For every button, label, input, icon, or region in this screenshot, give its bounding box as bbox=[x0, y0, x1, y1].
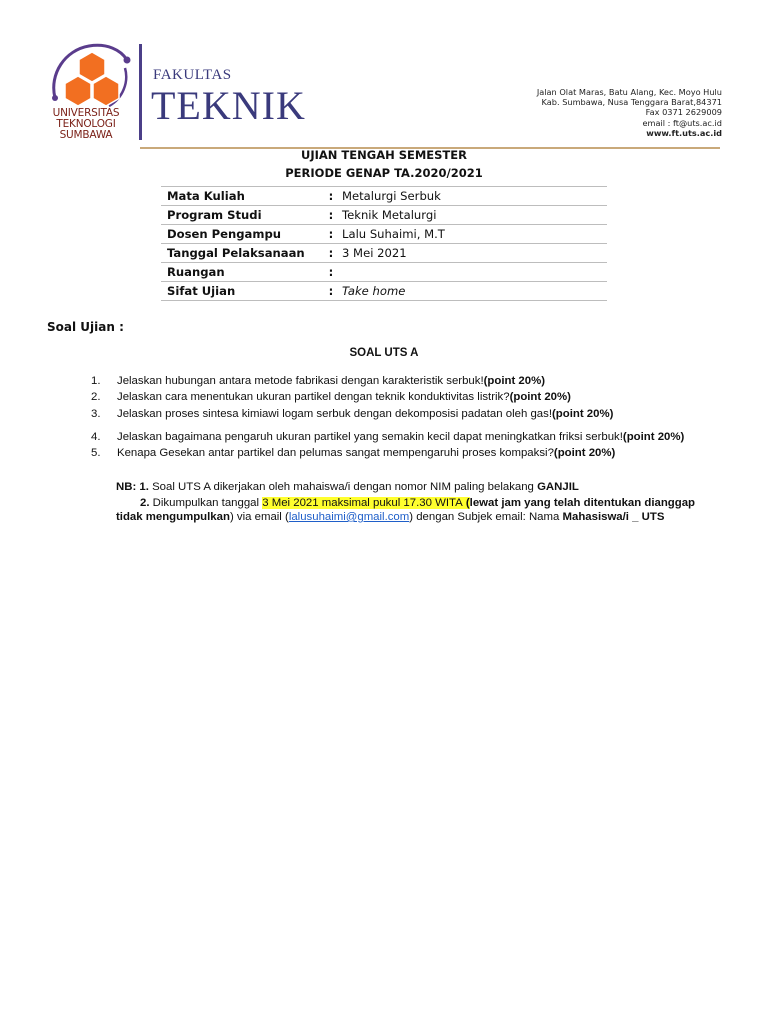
question-item bbox=[91, 447, 615, 459]
info-row-program bbox=[161, 206, 607, 225]
info-row-lecturer bbox=[161, 225, 607, 244]
question-text: Jelaskan hubungan antara metode fabrikasi dengan karakteristik serbuk! bbox=[117, 375, 484, 387]
note-2 bbox=[116, 497, 720, 523]
email-link[interactable]: lalusuhaimi@gmail.com bbox=[288, 511, 410, 523]
note-2-text-b: ) via email ( bbox=[229, 511, 289, 523]
info-colon: : bbox=[328, 189, 334, 203]
question-points: (point 20%) bbox=[509, 391, 571, 403]
question-number: 3. bbox=[91, 408, 101, 420]
note-2-bold-1: lewat jam yang telah ditentukan dianggap bbox=[469, 497, 695, 509]
question-item bbox=[91, 391, 571, 403]
address-email: email : ft@uts.ac.id bbox=[642, 117, 722, 128]
faculty-address bbox=[537, 87, 722, 138]
note-2-highlight: 3 Mei 2021 maksimal pukul 17.30 WITA bbox=[262, 497, 463, 509]
info-label: Sifat Ujian bbox=[167, 284, 236, 298]
note-2-bold-2: tidak mengumpulkan bbox=[116, 511, 230, 523]
question-text: Jelaskan bagaimana pengaruh ukuran partikel yang semakin kecil dapat meningkatkan friksi serbuk! bbox=[117, 431, 623, 443]
question-text: Kenapa Gesekan antar partikel dan pelumas sangat mempengaruhi proses kompaksi? bbox=[117, 447, 554, 459]
info-row-type bbox=[161, 282, 607, 301]
exam-info-table bbox=[161, 186, 607, 301]
info-colon: : bbox=[328, 246, 334, 260]
info-value: Metalurgi Serbuk bbox=[342, 189, 441, 203]
question-item bbox=[91, 408, 613, 420]
info-row-course bbox=[161, 186, 607, 206]
question-text: Jelaskan proses sintesa kimiawi logam serbuk dengan dekomposisi padatan oleh gas! bbox=[117, 408, 552, 420]
question-points: (point 20%) bbox=[483, 375, 546, 387]
header-divider bbox=[139, 44, 142, 140]
faculty-name: TEKNIK bbox=[151, 83, 306, 128]
university-line-1: UNIVERSITAS bbox=[52, 107, 120, 119]
info-label: Mata Kuliah bbox=[167, 189, 245, 203]
info-label: Program Studi bbox=[167, 208, 262, 222]
note-1-bold: GANJIL bbox=[537, 481, 579, 493]
question-set-title: SOAL UTS A bbox=[349, 347, 419, 359]
info-value: Lalu Suhaimi, M.T bbox=[342, 227, 445, 241]
address-line-1: Jalan Olat Maras, Batu Alang, Kec. Moyo Hulu bbox=[536, 87, 722, 97]
info-label: Ruangan bbox=[167, 265, 225, 279]
exam-title: UJIAN TENGAH SEMESTER bbox=[301, 148, 467, 162]
question-number: 1. bbox=[91, 375, 101, 387]
address-fax: Fax 0371 2629009 bbox=[645, 107, 722, 118]
university-name bbox=[46, 108, 126, 141]
question-item bbox=[91, 375, 545, 387]
question-number: 5. bbox=[91, 447, 101, 459]
note-2-number: 2. bbox=[140, 497, 150, 509]
info-colon: : bbox=[328, 265, 334, 279]
info-value: 3 Mei 2021 bbox=[342, 246, 407, 260]
info-colon: : bbox=[328, 208, 334, 222]
address-line-2: Kab. Sumbawa, Nusa Tenggara Barat,84371 bbox=[541, 97, 722, 108]
question-number: 4. bbox=[91, 431, 101, 443]
note-2-paren: ( bbox=[462, 497, 470, 509]
info-colon: : bbox=[328, 284, 334, 298]
faculty-label: FAKULTAS bbox=[153, 67, 232, 83]
info-label: Dosen Pengampu bbox=[167, 227, 282, 241]
note-1 bbox=[116, 481, 579, 493]
address-website[interactable]: www.ft.uts.ac.id bbox=[646, 127, 722, 138]
question-item bbox=[91, 431, 684, 443]
note-1-text: Soal UTS A dikerjakan oleh mahaiswa/i dengan nomor NIM paling belakang bbox=[148, 481, 538, 493]
section-heading: Soal Ujian : bbox=[47, 320, 124, 334]
question-text: Jelaskan cara menentukan ukuran partikel dengan teknik konduktivitas listrik? bbox=[117, 391, 510, 403]
info-colon: : bbox=[328, 227, 334, 241]
question-number: 2. bbox=[91, 391, 101, 403]
exam-period: PERIODE GENAP TA.2020/2021 bbox=[285, 166, 483, 180]
question-points: (point 20%) bbox=[552, 408, 614, 420]
info-row-date bbox=[161, 244, 607, 263]
info-label: Tanggal Pelaksanaan bbox=[167, 246, 305, 260]
info-row-room bbox=[161, 263, 607, 282]
question-points: (point 20%) bbox=[553, 447, 616, 459]
note-label: NB: 1. bbox=[116, 481, 149, 493]
info-value: Teknik Metalurgi bbox=[342, 208, 437, 222]
note-2-text-c: ) dengan Subjek email: Nama bbox=[409, 511, 563, 523]
info-value: Take home bbox=[342, 284, 406, 298]
question-points: (point 20%) bbox=[622, 431, 685, 443]
university-line-2: TEKNOLOGI bbox=[56, 118, 116, 130]
note-2-bold-3: Mahasiswa/i _ UTS bbox=[562, 511, 665, 523]
note-2-text-a: Dikumpulkan tanggal bbox=[149, 497, 263, 509]
university-line-3: SUMBAWA bbox=[59, 129, 113, 141]
